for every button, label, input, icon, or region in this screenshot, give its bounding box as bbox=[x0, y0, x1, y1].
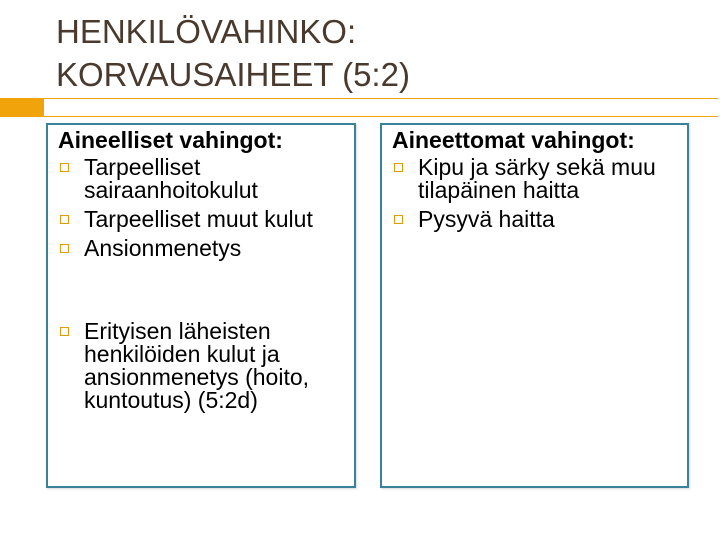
list-item-text: Kipu ja särky sekä muu tilapäinen haitta bbox=[418, 154, 656, 203]
slide-title bbox=[56, 10, 696, 96]
accent-bar bbox=[0, 98, 43, 117]
material-damages-panel bbox=[46, 123, 356, 488]
list-item-text: Erityisen läheisten henkilöiden kulut ja ansionmenetys (hoito, kuntoutus) (5:2d) bbox=[84, 318, 310, 413]
hollow-square-bullet-icon bbox=[60, 215, 69, 224]
material-damages-heading: Aineelliset vahingot: bbox=[58, 127, 283, 153]
list-item-text: Tarpeelliset muut kulut bbox=[84, 206, 313, 232]
list-item bbox=[58, 156, 346, 202]
immaterial-damages-panel bbox=[380, 123, 689, 488]
hollow-square-bullet-icon bbox=[60, 163, 69, 172]
list-item bbox=[392, 208, 679, 231]
list-item-text: Tarpeelliset sairaanhoitokulut bbox=[84, 154, 258, 203]
list-item bbox=[58, 208, 346, 231]
hollow-square-bullet-icon bbox=[60, 244, 69, 253]
list-item bbox=[58, 320, 346, 412]
immaterial-damages-list bbox=[392, 156, 679, 231]
slide-title-line-1: HENKILÖVAHINKO: bbox=[56, 13, 357, 50]
slide-title-line-2: KORVAUSAIHEET (5:2) bbox=[56, 56, 410, 93]
immaterial-damages-heading: Aineettomat vahingot: bbox=[392, 127, 635, 153]
title-rule bbox=[43, 98, 718, 117]
list-item bbox=[58, 237, 346, 260]
list-item-text: Ansionmenetys bbox=[84, 235, 242, 261]
hollow-square-bullet-icon bbox=[394, 163, 403, 172]
hollow-square-bullet-icon bbox=[60, 327, 69, 336]
list-item-text: Pysyvä haitta bbox=[418, 206, 555, 232]
list-item bbox=[392, 156, 679, 202]
hollow-square-bullet-icon bbox=[394, 215, 403, 224]
material-damages-list bbox=[58, 156, 346, 412]
